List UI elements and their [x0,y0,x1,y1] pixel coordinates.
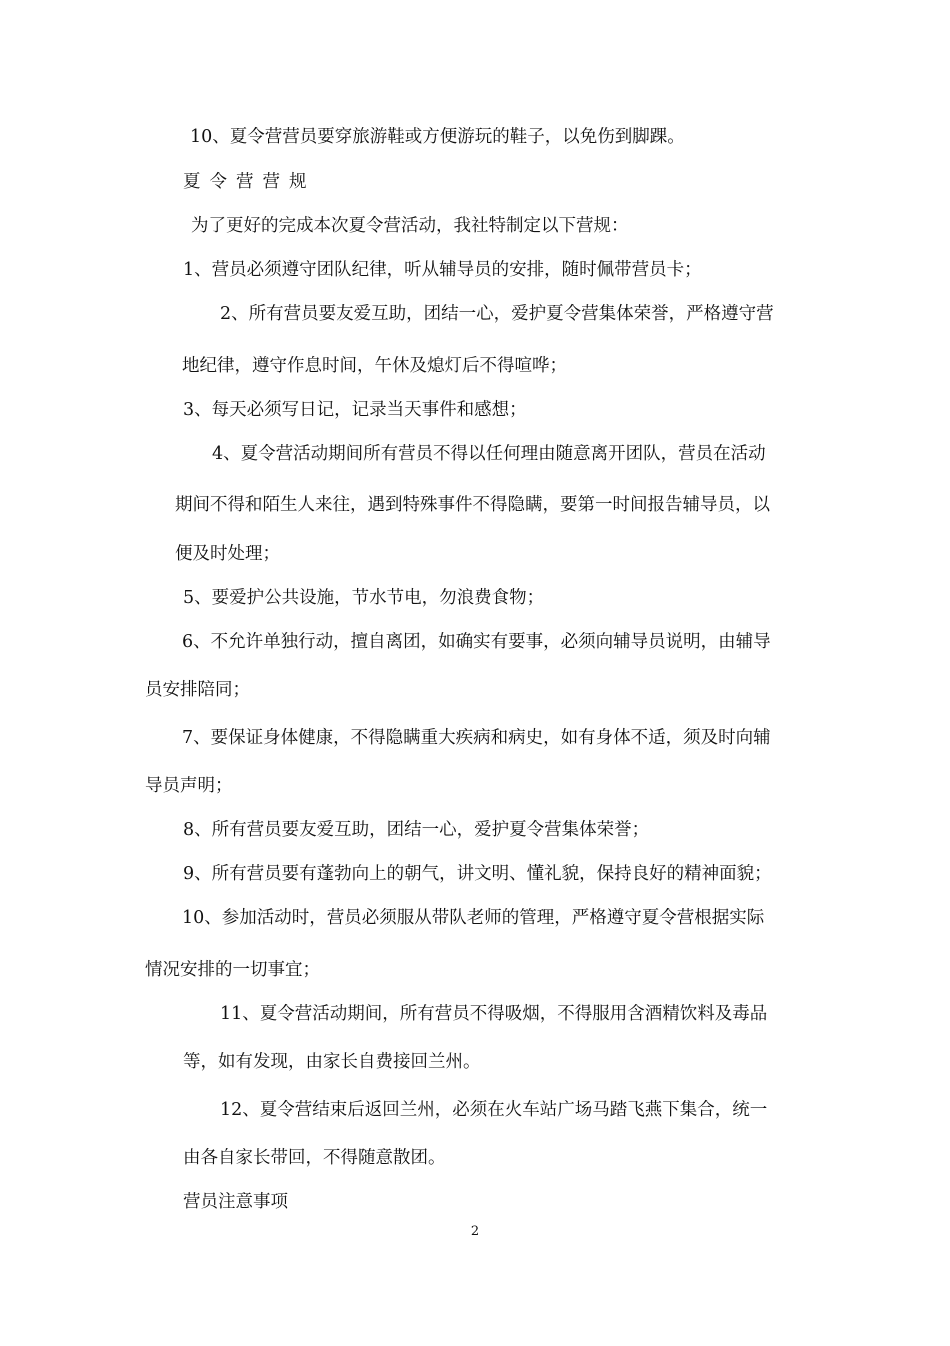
rule-4-line-2: 期间不得和陌生人来往，遇到特殊事件不得隐瞒，要第一时间报告辅导员，以 [175,495,770,515]
rule-1: 1、营员必须遵守团队纪律，听从辅导员的安排，随时佩带营员卡； [183,260,702,280]
rule-10-line-2: 情况安排的一切事宜； [145,960,320,980]
rule-2-line-1: 2、所有营员要友爱互助，团结一心，爱护夏令营集体荣誉，严格遵守营 [220,304,774,324]
rule-11-line-2: 等，如有发现，由家长自费接回兰州。 [183,1052,481,1072]
section-heading-camper-notes: 营员注意事项 [183,1192,288,1212]
rule-6-line-1: 6、不允许单独行动，擅自离团，如确实有要事，必须向辅导员说明，由辅导 [182,632,771,652]
text-line-camp-shoes: 10、夏令营营员要穿旅游鞋或方便游玩的鞋子，以免伤到脚踝。 [190,127,685,147]
rule-5: 5、要爱护公共设施，节水节电，勿浪费食物； [183,588,545,608]
rule-7-line-1: 7、要保证身体健康，不得隐瞒重大疾病和病史，如有身体不适，须及时向辅 [182,728,771,748]
rule-8: 8、所有营员要友爱互助，团结一心，爱护夏令营集体荣誉； [183,820,650,840]
rule-10-line-1: 10、参加活动时，营员必须服从带队老师的管理，严格遵守夏令营根据实际 [182,908,765,928]
page-number: 2 [470,1224,480,1239]
rule-12-line-1: 12、夏令营结束后返回兰州，必须在火车站广场马踏飞燕下集合，统一 [220,1100,768,1120]
rule-2-line-2: 地纪律，遵守作息时间，午休及熄灯后不得喧哗； [182,356,567,376]
rule-6-line-2: 员安排陪同； [145,680,250,700]
rule-7-line-2: 导员声明； [145,776,233,796]
rule-12-line-2: 由各自家长带回，不得随意散团。 [183,1148,446,1168]
intro-paragraph: 为了更好的完成本次夏令营活动，我社特制定以下营规： [191,216,629,236]
rule-4-line-1: 4、夏令营活动期间所有营员不得以任何理由随意离开团队，营员在活动 [212,444,766,464]
rule-11-line-1: 11、夏令营活动期间，所有营员不得吸烟，不得服用含酒精饮料及毒品 [220,1004,768,1024]
rule-4-line-3: 便及时处理； [175,544,280,564]
rule-9: 9、所有营员要有蓬勃向上的朝气，讲文明、懂礼貌，保持良好的精神面貌； [183,864,772,884]
section-heading-camp-rules: 夏令营营规 [183,172,316,192]
rule-3: 3、每天必须写日记，记录当天事件和感想； [183,400,527,420]
